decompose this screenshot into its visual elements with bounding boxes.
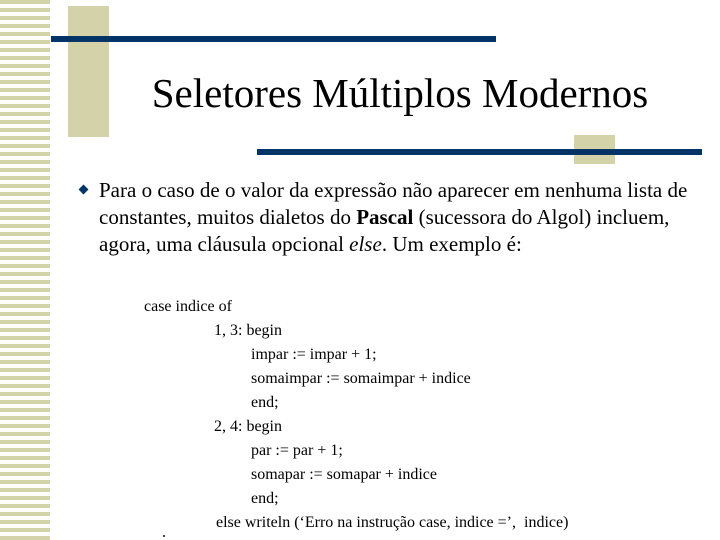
code-example bbox=[144, 295, 704, 535]
bullet-text-part-2: (sucessora do Algol) incluem, agora, uma cláusula opcional bbox=[99, 205, 670, 256]
bullet-text-part-3: . Um exemplo é: bbox=[381, 232, 522, 256]
code-line: 1, 3: begin bbox=[214, 322, 282, 339]
code-line: 2, 4: begin bbox=[214, 418, 282, 435]
slide-title: Seletores Múltiplos Modernos bbox=[151, 70, 649, 116]
code-line: case indice of bbox=[144, 298, 232, 315]
code-line: par := par + 1; bbox=[251, 442, 343, 459]
decorative-bar-top bbox=[51, 36, 496, 42]
decorative-bar-bottom bbox=[257, 149, 702, 155]
bullet-bold-word: Pascal bbox=[356, 205, 414, 229]
code-line: end; bbox=[251, 394, 279, 411]
bullet-italic-word: else bbox=[349, 232, 382, 256]
decorative-stripes bbox=[0, 0, 50, 540]
bullet-text-part-1: Para o caso de o valor da expressão não aparecer em nenhuma lista de constantes, muitos dialetos do bbox=[99, 178, 688, 229]
bullet-paragraph bbox=[99, 177, 699, 258]
stray-dot bbox=[163, 535, 165, 537]
code-line: somaimpar := somaimpar + indice bbox=[251, 370, 471, 387]
diamond-bullet-icon bbox=[79, 185, 89, 195]
code-line: end; bbox=[251, 490, 279, 507]
code-line: else writeln (‘Erro na instrução case, indice =’, indice) bbox=[216, 514, 569, 531]
code-line: impar := impar + 1; bbox=[251, 346, 377, 363]
code-line: somapar := somapar + indice bbox=[251, 466, 437, 483]
